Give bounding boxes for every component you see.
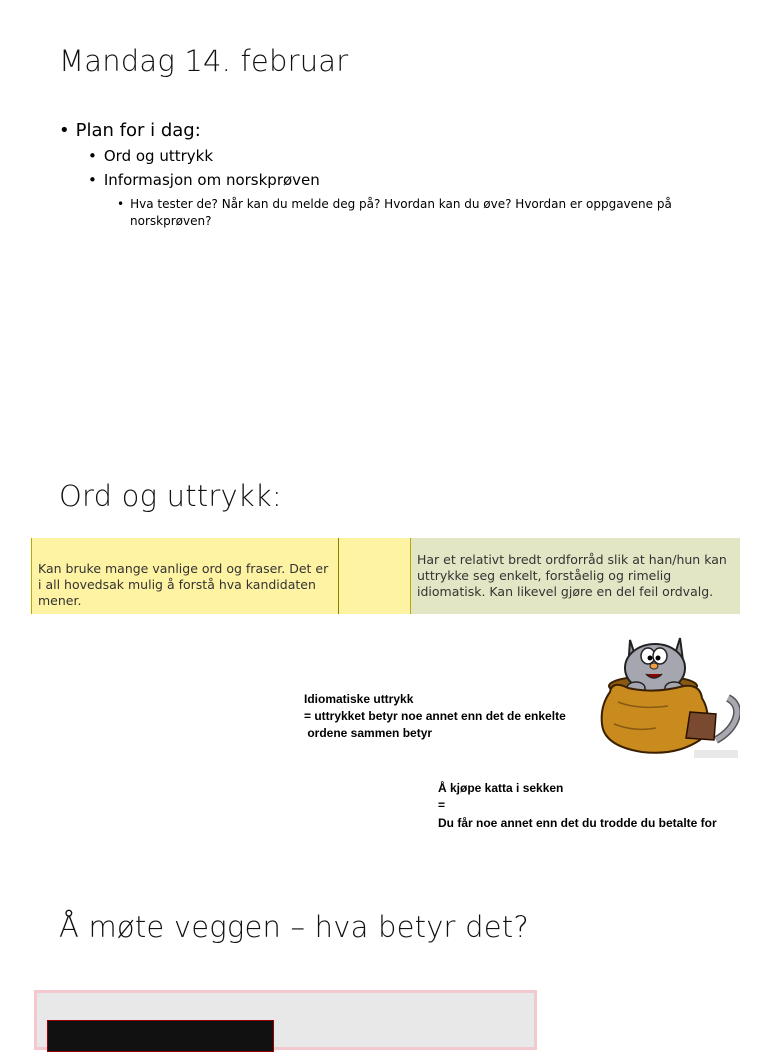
sub-item-words: • Ord og uttrykk	[88, 147, 213, 165]
plan-bullet: • Plan for i dag:	[59, 120, 201, 141]
example-idiom: Å kjøpe katta i sekken	[438, 781, 564, 795]
sub-list	[88, 147, 213, 165]
idiom-title: Idiomatiske uttrykk	[304, 692, 414, 706]
sub-sub-item: • Hva tester de? Når kan du melde deg på? Hvordan kan du øve? Hvordan er oppgavene på norskprøven?	[117, 196, 740, 230]
cat-in-sack-image	[598, 628, 740, 760]
table-cell-empty	[339, 538, 411, 614]
level-table	[31, 538, 740, 614]
sub-item-info: • Informasjon om norskprøven	[88, 171, 320, 189]
idiom-definition-line2: ordene sammen betyr	[304, 726, 433, 740]
slide3-image-frame	[34, 990, 537, 1050]
slide3-title: Å møte veggen – hva betyr det?	[59, 910, 529, 944]
sub-list-2	[88, 171, 320, 189]
table-cell-level-b1: Har et relativt bredt ordforråd slik at han/hun kan uttrykke seg enkelt, forståelig og rimelig idiomatisk. Kan likevel gjøre en del feil ordvalg.	[411, 538, 740, 614]
slide1-title: Mandag 14. februar	[59, 44, 349, 78]
example-meaning: Du får noe annet enn det du trodde du betalte for	[438, 816, 717, 830]
idiom-definition-line1: = uttrykket betyr noe annet enn det de enkelte	[304, 709, 566, 723]
example-equals: =	[438, 798, 446, 812]
plan-list	[59, 120, 201, 141]
slide3-image-dark-strip	[47, 1020, 274, 1052]
table-cell-level-a2: Kan bruke mange vanlige ord og fraser. Det er i all hovedsak mulig å forstå hva kandidaten mener.	[31, 538, 339, 614]
slide2-title: Ord og uttrykk:	[59, 479, 282, 513]
